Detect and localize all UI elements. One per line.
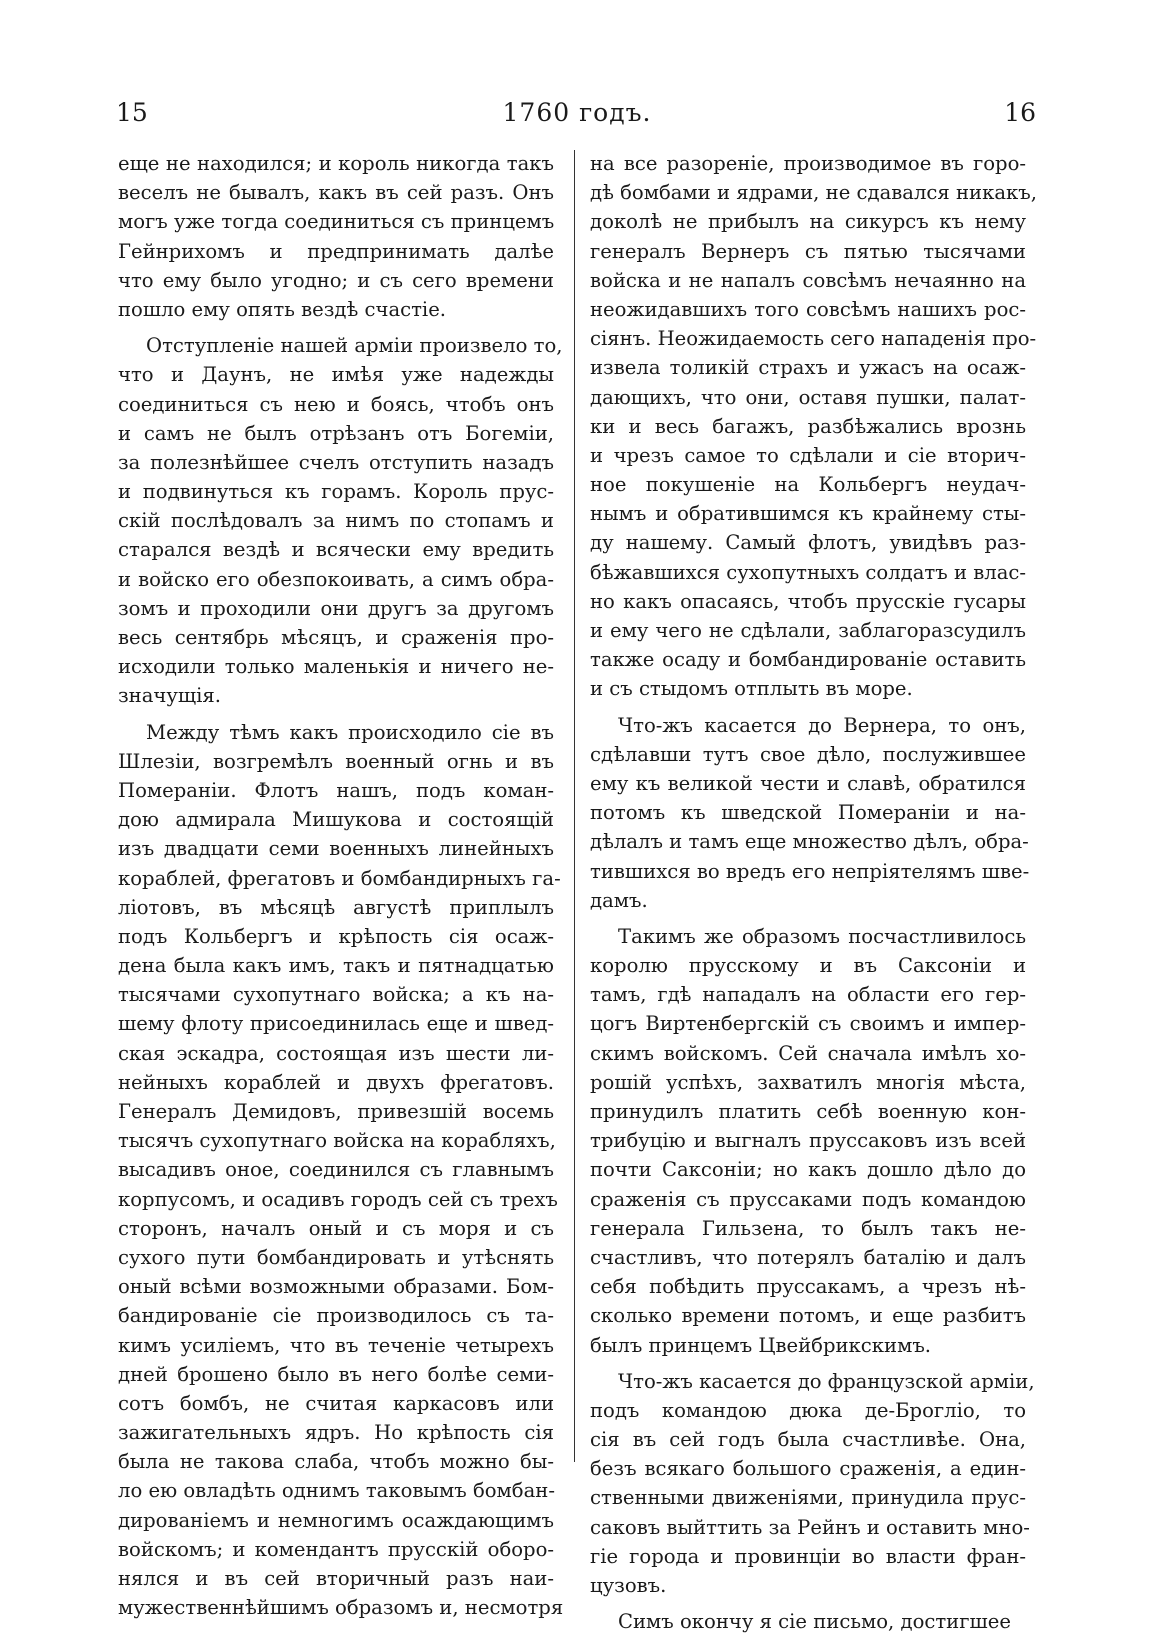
text-line: доколѣ не прибылъ на сикурсъ къ нему: [590, 210, 1026, 234]
text-line: и войско его обезпокоивать, а симъ обра-: [118, 567, 554, 591]
paragraph: [590, 1607, 1026, 1636]
text-line: дированіемъ и немногимъ осаждающимъ: [118, 1508, 554, 1532]
text-line: также осаду и бомбандированіе оставить: [590, 648, 1026, 672]
text-line: сдѣлавши тутъ свое дѣло, послужившее: [590, 742, 1026, 766]
text-line: скимъ войскомъ. Сей сначала имѣлъ хо-: [590, 1041, 1026, 1065]
text-line: ло ею овладѣть однимъ таковымъ бомбан-: [118, 1479, 555, 1503]
text-line: Шлезіи, возгремѣлъ военный огнь и въ: [118, 749, 554, 773]
text-line: нейныхъ кораблей и двухъ фрегатовъ.: [118, 1070, 554, 1094]
text-line: нымъ и обратившимся къ крайнему сты-: [590, 502, 1026, 526]
running-title: 1760 годъ.: [502, 98, 652, 127]
text-line: дней брошено было въ него болѣе семи-: [118, 1362, 554, 1386]
text-line: почти Саксоніи; но какъ дошло дѣло до: [590, 1158, 1026, 1182]
text-line: ская эскадра, состоящая изъ шести ли-: [118, 1041, 554, 1065]
text-line: дою адмирала Мишукова и состоящій: [118, 808, 554, 832]
text-line: ное покушеніе на Кольбергъ неудач-: [590, 473, 1026, 497]
text-line: еще не находился; и король никогда такъ: [118, 152, 554, 175]
text-line: могъ уже тогда соединиться съ принцемъ: [118, 210, 555, 234]
text-line: сраженія съ пруссаками подъ командою: [590, 1187, 1026, 1211]
text-line: генерала Гильзена, то былъ такъ не-: [590, 1216, 1026, 1240]
text-line: и ему чего не сдѣлали, заблагоразсудилъ: [590, 619, 1026, 642]
text-line: старался вездѣ и всячески ему вредить: [118, 538, 554, 562]
text-line: сторонъ, началъ оный и съ моря и съ: [118, 1216, 554, 1240]
text-line: высадивъ оное, соединился съ главнымъ: [118, 1158, 554, 1182]
text-line: гіе города и провинціи во власти фран-: [590, 1544, 1026, 1568]
text-line: ственными движеніями, принудила прус-: [590, 1486, 1026, 1510]
text-line: трибуцію и выгналъ пруссаковъ изъ всей: [590, 1129, 1026, 1153]
text-line: шему флоту присоединилась еще и швед-: [118, 1012, 554, 1036]
text-line: Симъ окончу я сіе письмо, достигшее: [618, 1610, 1011, 1634]
text-line: на все разореніе, производимое въ горо-: [590, 152, 1026, 175]
text-line: тысячами сухопутнаго войска; а къ на-: [118, 983, 554, 1007]
text-line: и подвинуться къ горамъ. Король прус-: [118, 480, 554, 504]
left-column: [118, 149, 564, 1622]
text-line: сухого пути бомбандировать и утѣснять: [118, 1245, 554, 1269]
text-line: потомъ къ шведской Помераніи и на-: [590, 801, 1026, 825]
text-line: зомъ и проходили они другъ за другомъ: [118, 596, 554, 620]
text-line: мужественнѣйшимъ образомъ и, несмотря: [118, 1596, 564, 1620]
text-line: Что-жъ касается до Вернера, то онъ,: [618, 713, 1026, 737]
text-line: оный всѣми возможными образами. Бом-: [118, 1275, 554, 1299]
text-line: бѣжавшихся сухопутныхъ солдатъ и влас-: [590, 560, 1026, 584]
text-line: цузовъ.: [590, 1574, 667, 1597]
text-line: значущія.: [118, 684, 221, 708]
text-line: сія въ сей годъ была счастливѣе. Она,: [590, 1428, 1026, 1452]
text-line: что ему было угодно; и съ сего времени: [118, 268, 554, 292]
text-line: Помераніи. Флотъ нашъ, подъ коман-: [118, 778, 554, 802]
paragraph: [590, 1367, 1035, 1601]
text-line: генералъ Вернеръ съ пятью тысячами: [590, 239, 1026, 263]
text-line: бандированіе сіе производилось съ та-: [118, 1304, 554, 1328]
text-line: скій послѣдовалъ за нимъ по стопамъ и: [118, 509, 554, 533]
text-line: Гейнрихомъ и предпринимать далѣе: [118, 239, 554, 263]
text-line: за полезнѣйшее счелъ отступить назадъ: [118, 450, 554, 474]
text-line: неожидавшихъ того совсѣмъ нашихъ рос-: [590, 297, 1026, 321]
text-line: извела толикій страхъ и ужасъ на осаж-: [590, 356, 1026, 380]
text-line: счастливъ, что потерялъ баталію и далъ: [590, 1245, 1026, 1269]
paragraph: [118, 331, 563, 710]
text-line: дающихъ, что они, оставя пушки, палат-: [590, 385, 1026, 409]
text-line: подъ командою дюка де-Брогліо, то: [590, 1398, 1026, 1422]
text-line: корпусомъ, и осадивъ городъ сей съ трехъ: [118, 1187, 558, 1211]
text-line: Что-жъ касается до французской арміи,: [618, 1369, 1035, 1393]
text-line: была не такова слаба, чтобъ можно бы-: [118, 1450, 554, 1474]
page-number-left: 15: [116, 98, 148, 127]
paragraph: [118, 149, 554, 324]
text-line: соединиться съ нею и боясь, чтобъ онъ: [118, 392, 554, 416]
text-line: ему къ великой чести и славѣ, обратился: [590, 771, 1026, 795]
text-line: тысячъ сухопутнаго войска на корабляхъ,: [118, 1129, 556, 1153]
paragraph: [590, 922, 1026, 1360]
text-line: Такимъ же образомъ посчастливилось: [618, 924, 1026, 948]
text-line: нялся и въ сей вторичный разъ наи-: [118, 1567, 554, 1590]
text-line: войскомъ; и комендантъ прусскій оборо-: [118, 1537, 554, 1561]
text-line: тившихся во вредъ его непріятелямъ шве-: [590, 859, 1030, 883]
text-line: кораблей, фрегатовъ и бомбандирныхъ га-: [118, 866, 561, 890]
text-line: Между тѣмъ какъ происходило сіе въ: [146, 720, 554, 744]
text-line: пошло ему опять вездѣ счастіе.: [118, 297, 447, 321]
text-line: и съ стыдомъ отплыть въ море.: [590, 677, 913, 701]
text-line: былъ принцемъ Цвейбрикскимъ.: [590, 1333, 932, 1357]
text-line: рошій успѣхъ, захватилъ многія мѣста,: [590, 1070, 1026, 1094]
text-line: цогъ Виртенбергскій съ своимъ и импер-: [590, 1012, 1026, 1036]
text-line: что и Даунъ, не имѣя уже надежды: [118, 363, 554, 387]
paragraph: [590, 149, 1037, 704]
text-line: дамъ.: [590, 888, 648, 912]
text-line: дѣ бомбами и ядрами, не сдавался никакъ,: [590, 181, 1037, 205]
text-line: безъ всякаго большого сраженія, а един-: [590, 1457, 1026, 1481]
text-line: и самъ не былъ отрѣзанъ отъ Богеміи,: [118, 421, 554, 445]
text-line: сіянъ. Неожидаемость сего нападенія про-: [590, 327, 1037, 351]
text-line: Отступленіе нашей арміи произвело то,: [146, 334, 563, 358]
text-line: исходили только маленькія и ничего не-: [118, 655, 554, 679]
text-line: сотъ бомбъ, не считая каркасовъ или: [118, 1391, 554, 1415]
text-line: веселъ не бывалъ, какъ въ сей разъ. Онъ: [118, 181, 554, 205]
text-line: изъ двадцати семи военныхъ линейныхъ: [118, 837, 554, 861]
text-line: и чрезъ самое то сдѣлали и сіе вторич-: [590, 443, 1026, 467]
text-line: войска и не напалъ совсѣмъ нечаянно на: [590, 268, 1026, 292]
text-line: Генералъ Демидовъ, привезшій восемь: [118, 1100, 554, 1123]
text-line: но какъ опасаясь, чтобъ прусскіе гусары: [590, 589, 1026, 613]
right-column: [590, 149, 1037, 1636]
text-line: принудилъ платить себѣ военную кон-: [590, 1100, 1026, 1123]
text-line: тамъ, гдѣ нападалъ на области его гер-: [590, 983, 1026, 1007]
text-line: подъ Кольбергъ и крѣпость сія осаж-: [118, 924, 554, 948]
text-line: ліотовъ, въ мѣсяцѣ августѣ приплылъ: [118, 895, 554, 919]
text-line: весь сентябрь мѣсяцъ, и сраженія про-: [118, 626, 554, 649]
text-line: дѣлалъ и тамъ еще множество дѣлъ, обра-: [590, 830, 1029, 854]
page-header: [112, 98, 1042, 138]
text-line: саковъ выйттить за Рейнъ и оставить мно-: [590, 1515, 1030, 1539]
text-line: дена была какъ имъ, такъ и пятнадцатью: [118, 954, 554, 978]
text-line: королю прусскому и въ Саксоніи и: [590, 954, 1026, 978]
text-line: ки и весь багажъ, разбѣжались врознь: [590, 414, 1026, 438]
text-line: зажигательныхъ ядръ. Но крѣпость сія: [118, 1421, 554, 1445]
column-divider: [574, 150, 575, 1462]
text-line: сколько времени потомъ, и еще разбитъ: [590, 1304, 1026, 1328]
text-line: кимъ усиліемъ, что въ теченіе четырехъ: [118, 1333, 554, 1357]
text-line: себя побѣдить пруссакамъ, а чрезъ нѣ-: [590, 1275, 1026, 1299]
paragraph: [590, 711, 1030, 915]
text-line: ду нашему. Самый флотъ, увидѣвъ раз-: [590, 531, 1026, 555]
page-number-right: 16: [1004, 98, 1036, 127]
paragraph: [118, 718, 564, 1623]
